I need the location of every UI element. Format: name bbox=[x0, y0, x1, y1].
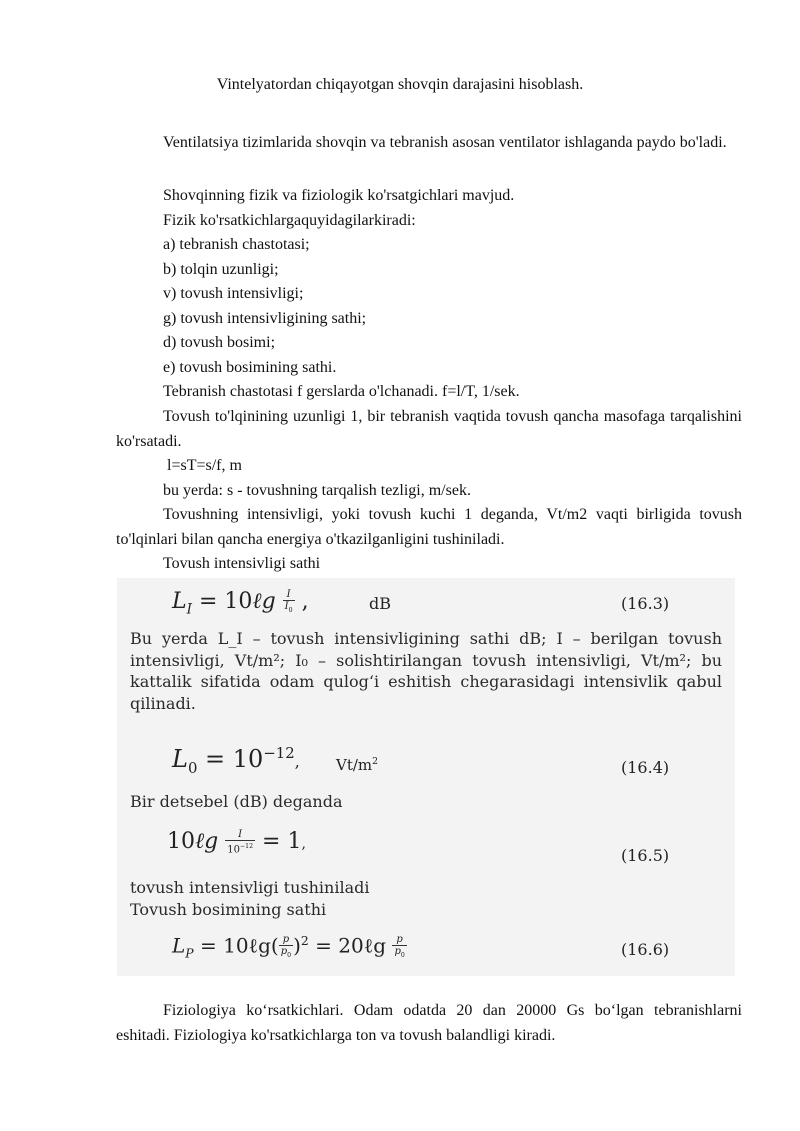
physiology-paragraph bbox=[116, 999, 742, 1048]
equation-16-4-number: (16.4) bbox=[621, 758, 670, 777]
fraction-numerator: I bbox=[225, 829, 255, 841]
equation-part: = 10ℓg( bbox=[199, 933, 279, 958]
intensity-paragraph bbox=[116, 503, 742, 552]
equation-symbol: L bbox=[172, 933, 186, 958]
equation-part: = 20ℓg bbox=[308, 933, 387, 958]
denominator-symbol: I bbox=[284, 600, 289, 612]
fraction-denominator bbox=[279, 946, 293, 961]
equation-part: ) bbox=[293, 933, 301, 958]
equation-fraction bbox=[392, 934, 406, 961]
equation-log: ℓg bbox=[252, 589, 276, 614]
scanned-formula-image bbox=[117, 578, 735, 976]
wavelength-text: Tovush to'lqinining uzunligi 1, bir tebranish vaqtida tovush qancha masofaga tarqalishini ko'rsatadi. bbox=[116, 408, 742, 450]
list-item: v) tovush intensivligi; bbox=[163, 285, 304, 302]
equation-subscript: 0 bbox=[187, 758, 198, 777]
equation-16-3-unit: dB bbox=[369, 594, 391, 613]
equation-16-4 bbox=[172, 744, 300, 777]
unit-text: Vt/m bbox=[336, 756, 373, 774]
list-item: g) tovush intensivligining sathi; bbox=[163, 309, 367, 327]
denominator-subscript: 0 bbox=[287, 951, 292, 959]
equation-symbol: L bbox=[172, 745, 188, 773]
equation-subscript: P bbox=[185, 945, 194, 961]
intensity-level-block bbox=[163, 552, 743, 577]
equation-symbol: L bbox=[172, 589, 187, 614]
scan-text-pressure-level: Tovush bosimining sathi bbox=[130, 900, 327, 919]
intro-text: Ventilatsiya tizimlarida shovqin va tebranish asosan ventilator ishlaganda paydo bo'ladi. bbox=[163, 134, 727, 151]
list-item: Tebranish chastotasi f gerslarda o'lchanadi. f=l/T, 1/sek. bbox=[163, 383, 520, 400]
equation-16-5 bbox=[167, 828, 306, 855]
page-title: Vintelyatordan chiqayotgan shovqin darajasini hisoblash. bbox=[216, 76, 584, 93]
equation-16-4-unit bbox=[336, 756, 378, 774]
equation-16-6-number: (16.6) bbox=[621, 940, 670, 959]
denominator-base: 10 bbox=[227, 844, 240, 856]
fraction-denominator bbox=[283, 601, 295, 616]
list-item: b) tolqin uzunligi; bbox=[163, 260, 279, 278]
equation-rhs: = 10 bbox=[205, 745, 264, 773]
equation-16-6 bbox=[172, 933, 407, 961]
equation-fraction bbox=[283, 589, 295, 616]
fraction-numerator: I bbox=[283, 589, 295, 601]
equation-comma: , bbox=[294, 752, 300, 771]
list-item: a) tebranish chastotasi; bbox=[163, 236, 310, 253]
denominator-exponent: −12 bbox=[239, 842, 254, 850]
wavelength-paragraph bbox=[116, 405, 742, 454]
list-item: Shovqinning fizik va fiziologik ko'rsatgichlari mavjud. bbox=[163, 187, 515, 204]
equation-comma: , bbox=[301, 836, 306, 852]
equation-16-3: $L_I$ = 10ℓg $\frac{I}{I_0}$ , bbox=[172, 588, 309, 618]
fraction-numerator: p bbox=[392, 934, 406, 946]
equation-coefficient: 10 bbox=[224, 589, 253, 614]
denominator-symbol: p bbox=[394, 945, 401, 957]
speed-note: bu yerda: s - tovushning tarqalish tezligi, m/sek. bbox=[163, 481, 471, 499]
fraction-numerator: p bbox=[279, 934, 293, 946]
list-item: Fizik ko'rsatkichlargaquyidagilarkiradi: bbox=[163, 211, 416, 229]
indicator-list bbox=[163, 184, 743, 405]
physiology-text: Fiziologiya ko‘rsatkichlari. Odam odatda 20 dan 20000 Gs bo‘lgan tebranishlarni eshitadi. Fiziologiya ko'rsatkichlarga ton va tovush balandligi kiradi. bbox=[116, 1002, 742, 1044]
equation-fraction bbox=[225, 829, 255, 855]
equation-exponent: 2 bbox=[300, 933, 309, 948]
equation-coefficient: 10 bbox=[167, 829, 195, 854]
intro-paragraph bbox=[116, 131, 742, 156]
equation-subscript: I bbox=[186, 601, 192, 618]
fraction-denominator bbox=[225, 841, 255, 855]
equation-comma: , bbox=[301, 589, 309, 614]
unit-exponent: 2 bbox=[372, 756, 379, 767]
denominator-subscript: 0 bbox=[400, 951, 405, 959]
equation-exponent: −12 bbox=[263, 744, 295, 762]
equation-fraction bbox=[279, 934, 293, 961]
wavelength-formula: l=sT=s/f, m bbox=[163, 457, 242, 474]
list-item: d) tovush bosimi; bbox=[163, 334, 276, 351]
denominator-subscript: 0 bbox=[288, 606, 293, 614]
equation-rhs: = 1 bbox=[262, 829, 302, 854]
denominator-symbol: p bbox=[280, 945, 288, 957]
scan-text-definitions: Bu yerda L_I – tovush intensivligining sathi dB; I – berilgan tovush intensivligi, Vt/m²; I₀ – solishtirilangan tovush intensivligi, Vt/m²; bu kattalik sifatida odam qulog‘i eshitish chegarasidagi intensivlik qabul qilinadi. bbox=[130, 629, 722, 713]
scan-text-intensity: tovush intensivligi tushiniladi bbox=[130, 878, 370, 897]
list-item: e) tovush bosimining sathi. bbox=[163, 358, 337, 376]
equation-16-5-number: (16.5) bbox=[621, 846, 670, 865]
equation-log: ℓg bbox=[195, 829, 219, 854]
equation-16-3-number: (16.3) bbox=[621, 594, 670, 613]
intensity-level-label: Tovush intensivligi sathi bbox=[163, 555, 321, 572]
wavelength-block bbox=[163, 454, 743, 503]
scan-text-decibel: Bir detsebel (dB) deganda bbox=[130, 792, 343, 811]
fraction-denominator bbox=[392, 946, 406, 961]
intensity-text: Tovushning intensivligi, yoki tovush kuchi 1 deganda, Vt/m2 vaqti birligida tovush to'lqinlari bilan qancha energiya o'tkazilganligini tushiniladi. bbox=[116, 506, 742, 548]
